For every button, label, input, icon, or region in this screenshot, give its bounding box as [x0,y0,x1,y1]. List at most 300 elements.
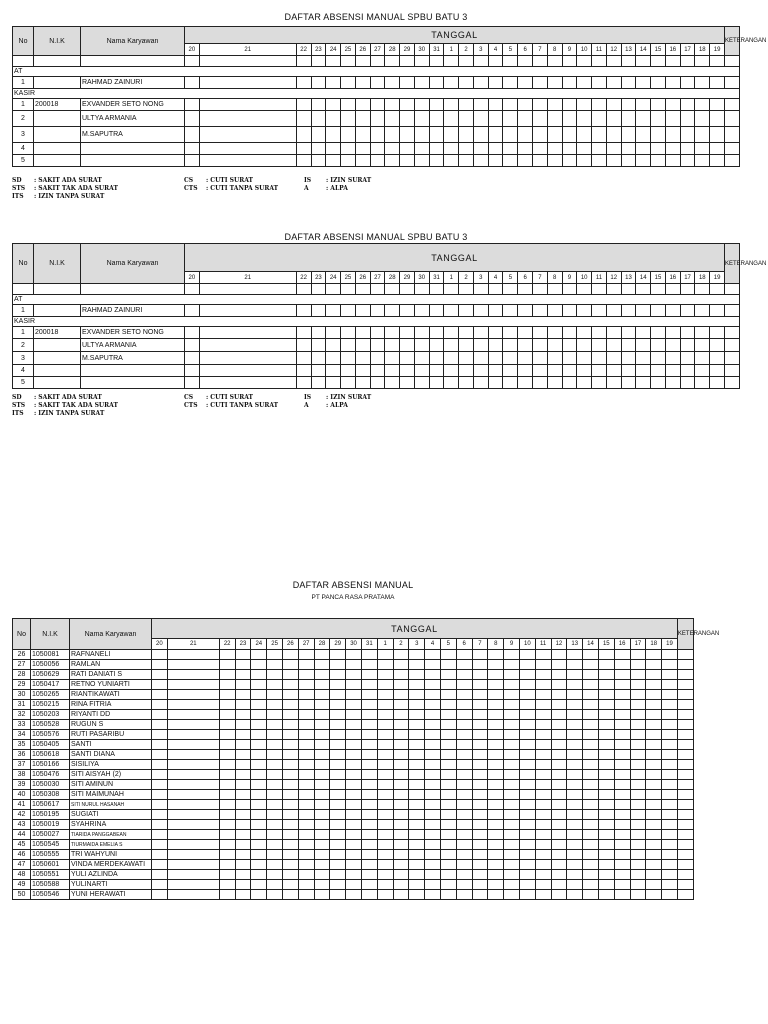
day-cell [665,77,680,89]
day-cell [583,830,599,840]
day-cell [361,700,377,710]
keterangan-cell [677,850,693,860]
day-cell [636,155,651,167]
row-name: RINA FITRIA [70,700,152,710]
day-cell [282,670,298,680]
day-cell [614,840,630,850]
day-cell [326,284,341,295]
day-cell [636,377,651,389]
day-cell [583,710,599,720]
day-cell [473,56,488,67]
day-cell [400,327,415,339]
day-cell [488,850,504,860]
day-cell [710,339,725,352]
day-cell [535,710,551,720]
day-header: 29 [400,272,415,284]
day-cell [152,860,168,870]
row-name: ULTYA ARMANIA [81,111,185,127]
row-nik [34,143,81,155]
day-cell [459,99,474,111]
day-cell [440,800,456,810]
day-cell [651,155,666,167]
day-cell [488,780,504,790]
day-cell [488,880,504,890]
day-cell [361,870,377,880]
day-cell [377,650,393,660]
legend-code: ITS [12,193,24,200]
day-cell [646,800,662,810]
day-cell [167,860,219,870]
day-cell [551,700,567,710]
day-cell [167,700,219,710]
table-row [13,780,694,790]
day-cell [235,740,251,750]
day-cell [519,820,535,830]
day-cell [355,327,370,339]
day-cell [488,284,503,295]
day-cell [662,680,678,690]
day-cell [440,650,456,660]
day-cell [472,780,488,790]
day-cell [425,760,441,770]
keterangan-cell [677,830,693,840]
day-cell [377,720,393,730]
day-cell [429,352,444,365]
day-cell [346,890,362,900]
day-cell [346,750,362,760]
day-cell [282,800,298,810]
day-header: 21 [199,272,296,284]
day-cell [311,339,326,352]
day-cell [456,780,472,790]
day-cell [414,352,429,365]
day-cell [429,127,444,143]
day-cell [152,760,168,770]
day-cell [385,339,400,352]
day-cell [409,730,425,740]
day-cell [346,800,362,810]
day-cell [614,820,630,830]
day-cell [583,650,599,660]
day-cell [551,880,567,890]
row-name [81,143,185,155]
day-header: 15 [651,44,666,56]
day-cell [473,77,488,89]
day-cell [577,111,592,127]
day-header: 23 [311,272,326,284]
day-cell [393,690,409,700]
day-cell [235,850,251,860]
day-header: 16 [614,639,630,650]
day-cell [346,660,362,670]
day-cell [267,760,283,770]
day-cell [651,377,666,389]
day-cell [267,660,283,670]
day-cell [456,860,472,870]
day-cell [167,690,219,700]
day-cell [152,890,168,900]
day-cell [385,305,400,317]
day-cell [199,284,296,295]
day-cell [314,720,330,730]
day-cell [459,155,474,167]
day-cell [630,780,646,790]
keterangan-cell [677,760,693,770]
day-cell [614,860,630,870]
day-cell [370,56,385,67]
row-name: SITI AISYAH (2) [70,770,152,780]
day-header: 12 [551,639,567,650]
day-cell [630,660,646,670]
day-cell [662,770,678,780]
day-cell [636,56,651,67]
day-cell [425,800,441,810]
day-cell [614,720,630,730]
day-cell [152,870,168,880]
day-cell [440,720,456,730]
day-cell [330,780,346,790]
day-cell [199,352,296,365]
day-cell [662,690,678,700]
day-cell [425,830,441,840]
blank-cell [13,56,34,67]
day-cell [518,143,533,155]
day-cell [488,352,503,365]
day-cell [567,890,583,900]
day-cell [355,352,370,365]
row-number: 29 [13,680,31,690]
day-cell [425,860,441,870]
day-cell [267,770,283,780]
blank-cell [34,284,81,295]
day-cell [311,143,326,155]
day-cell [282,820,298,830]
day-cell [710,327,725,339]
day-cell [662,840,678,850]
day-cell [533,339,548,352]
day-cell [425,680,441,690]
day-cell [385,143,400,155]
row-number: 50 [13,890,31,900]
day-cell [473,365,488,377]
header-nik: N.I.K [34,27,81,56]
day-cell [326,305,341,317]
day-cell [630,830,646,840]
day-cell [621,77,636,89]
day-cell [385,377,400,389]
row-name: RIYANTI DD [70,710,152,720]
day-cell [551,830,567,840]
day-cell [680,339,695,352]
day-cell [488,840,504,850]
day-cell [377,690,393,700]
day-cell [488,860,504,870]
table-row [13,77,740,89]
day-cell [409,870,425,880]
day-cell [219,730,235,740]
day-cell [355,127,370,143]
day-cell [551,800,567,810]
day-header: 12 [606,44,621,56]
day-cell [377,890,393,900]
day-cell [346,720,362,730]
day-cell [152,670,168,680]
day-cell [361,790,377,800]
row-nik: 1050166 [31,760,70,770]
day-cell [519,810,535,820]
day-cell [646,820,662,830]
day-cell [503,352,518,365]
day-cell [630,880,646,890]
day-cell [314,700,330,710]
day-header: 28 [385,44,400,56]
day-cell [370,327,385,339]
day-cell [282,730,298,740]
day-cell [606,111,621,127]
day-cell [646,660,662,670]
day-cell [346,780,362,790]
day-cell [503,305,518,317]
day-cell [473,284,488,295]
day-cell [400,155,415,167]
day-cell [472,720,488,730]
day-cell [614,680,630,690]
day-cell [167,840,219,850]
day-cell [598,710,614,720]
day-cell [473,339,488,352]
day-cell [185,377,200,389]
row-name: RUGUN S [70,720,152,730]
day-cell [298,850,314,860]
day-cell [535,770,551,780]
day-cell [503,284,518,295]
day-cell [393,750,409,760]
row-name: YULI AZLINDA [70,870,152,880]
day-cell [409,790,425,800]
day-cell [400,352,415,365]
day-cell [298,790,314,800]
row-number: 1 [13,99,34,111]
day-cell [519,840,535,850]
day-header: 10 [577,272,592,284]
blank-cell [81,284,185,295]
day-cell [267,720,283,730]
row-number: 47 [13,860,31,870]
day-cell [326,127,341,143]
day-cell [606,305,621,317]
day-cell [298,730,314,740]
day-cell [282,660,298,670]
day-cell [533,365,548,377]
day-cell [459,365,474,377]
day-cell [519,680,535,690]
day-cell [314,750,330,760]
day-cell [152,700,168,710]
day-cell [598,860,614,870]
day-cell [606,155,621,167]
day-cell [551,790,567,800]
day-cell [636,339,651,352]
day-cell [456,810,472,820]
day-cell [665,155,680,167]
day-cell [185,99,200,111]
day-cell [456,680,472,690]
day-cell [341,56,356,67]
row-number: 3 [13,127,34,143]
day-cell [577,305,592,317]
day-cell [547,143,562,155]
day-cell [355,143,370,155]
day-cell [695,155,710,167]
day-cell [614,710,630,720]
day-cell [409,850,425,860]
day-cell [414,99,429,111]
day-cell [646,890,662,900]
keterangan-cell [677,680,693,690]
day-cell [185,77,200,89]
day-cell [400,127,415,143]
legend-code: IS [304,177,312,184]
day-cell [251,850,267,860]
day-cell [341,339,356,352]
day-cell [235,690,251,700]
day-cell [621,143,636,155]
day-cell [377,680,393,690]
day-cell [152,810,168,820]
day-cell [583,680,599,690]
day-cell [330,840,346,850]
day-cell [488,99,503,111]
day-cell [393,810,409,820]
day-cell [296,77,311,89]
day-cell [219,880,235,890]
day-cell [199,365,296,377]
day-cell [219,670,235,680]
day-cell [547,111,562,127]
day-cell [662,860,678,870]
day-cell [583,870,599,880]
day-header: 31 [429,272,444,284]
row-name: SANTI [70,740,152,750]
day-cell [456,790,472,800]
day-cell [646,870,662,880]
day-cell [282,770,298,780]
day-cell [535,790,551,800]
day-cell [377,830,393,840]
day-cell [425,840,441,850]
day-cell [456,800,472,810]
day-header: 11 [592,44,607,56]
day-cell [330,870,346,880]
row-number: 46 [13,850,31,860]
day-cell [330,770,346,780]
day-cell [710,77,725,89]
day-cell [361,760,377,770]
day-cell [267,710,283,720]
day-cell [614,760,630,770]
section-label: AT [13,295,740,305]
day-cell [414,127,429,143]
day-header: 30 [414,44,429,56]
day-cell [473,327,488,339]
day-cell [535,800,551,810]
blank-cell [34,56,81,67]
day-cell [152,740,168,750]
legend-code: STS [12,402,26,409]
day-cell [314,740,330,750]
day-cell [472,850,488,860]
day-header: 12 [606,272,621,284]
day-cell [330,880,346,890]
day-cell [535,660,551,670]
day-cell [152,780,168,790]
legend-text: : ALPA [326,402,348,409]
row-nik: 1050027 [31,830,70,840]
header-keterangan: KETERANGAN [724,244,739,284]
day-cell [646,740,662,750]
day-cell [185,284,200,295]
day-cell [630,840,646,850]
day-cell [393,670,409,680]
day-cell [361,860,377,870]
day-cell [488,127,503,143]
day-cell [326,352,341,365]
day-cell [535,690,551,700]
day-cell [314,830,330,840]
day-cell [533,305,548,317]
day-cell [267,850,283,860]
day-cell [614,730,630,740]
legend-text: : IZIN TANPA SURAT [34,193,105,200]
day-cell [651,284,666,295]
row-number: 33 [13,720,31,730]
day-cell [518,111,533,127]
day-cell [440,870,456,880]
day-cell [592,77,607,89]
day-cell [695,352,710,365]
day-cell [562,284,577,295]
day-cell [504,730,520,740]
table-row [13,690,694,700]
day-header: 25 [341,272,356,284]
day-header: 8 [488,639,504,650]
day-cell [199,143,296,155]
day-cell [298,770,314,780]
day-cell [519,750,535,760]
day-cell [346,740,362,750]
day-cell [551,750,567,760]
legend-code: SD [12,394,22,401]
day-cell [695,77,710,89]
day-cell [314,820,330,830]
day-cell [488,760,504,770]
keterangan-cell [724,127,739,143]
day-cell [167,720,219,730]
day-cell [459,305,474,317]
blank-cell [13,284,34,295]
row-nik: 1050476 [31,770,70,780]
day-cell [551,740,567,750]
day-cell [267,650,283,660]
day-cell [504,660,520,670]
day-cell [598,730,614,740]
day-cell [429,56,444,67]
day-cell [472,810,488,820]
day-cell [361,880,377,890]
row-nik: 1050417 [31,680,70,690]
day-cell [535,850,551,860]
day-cell [346,860,362,870]
